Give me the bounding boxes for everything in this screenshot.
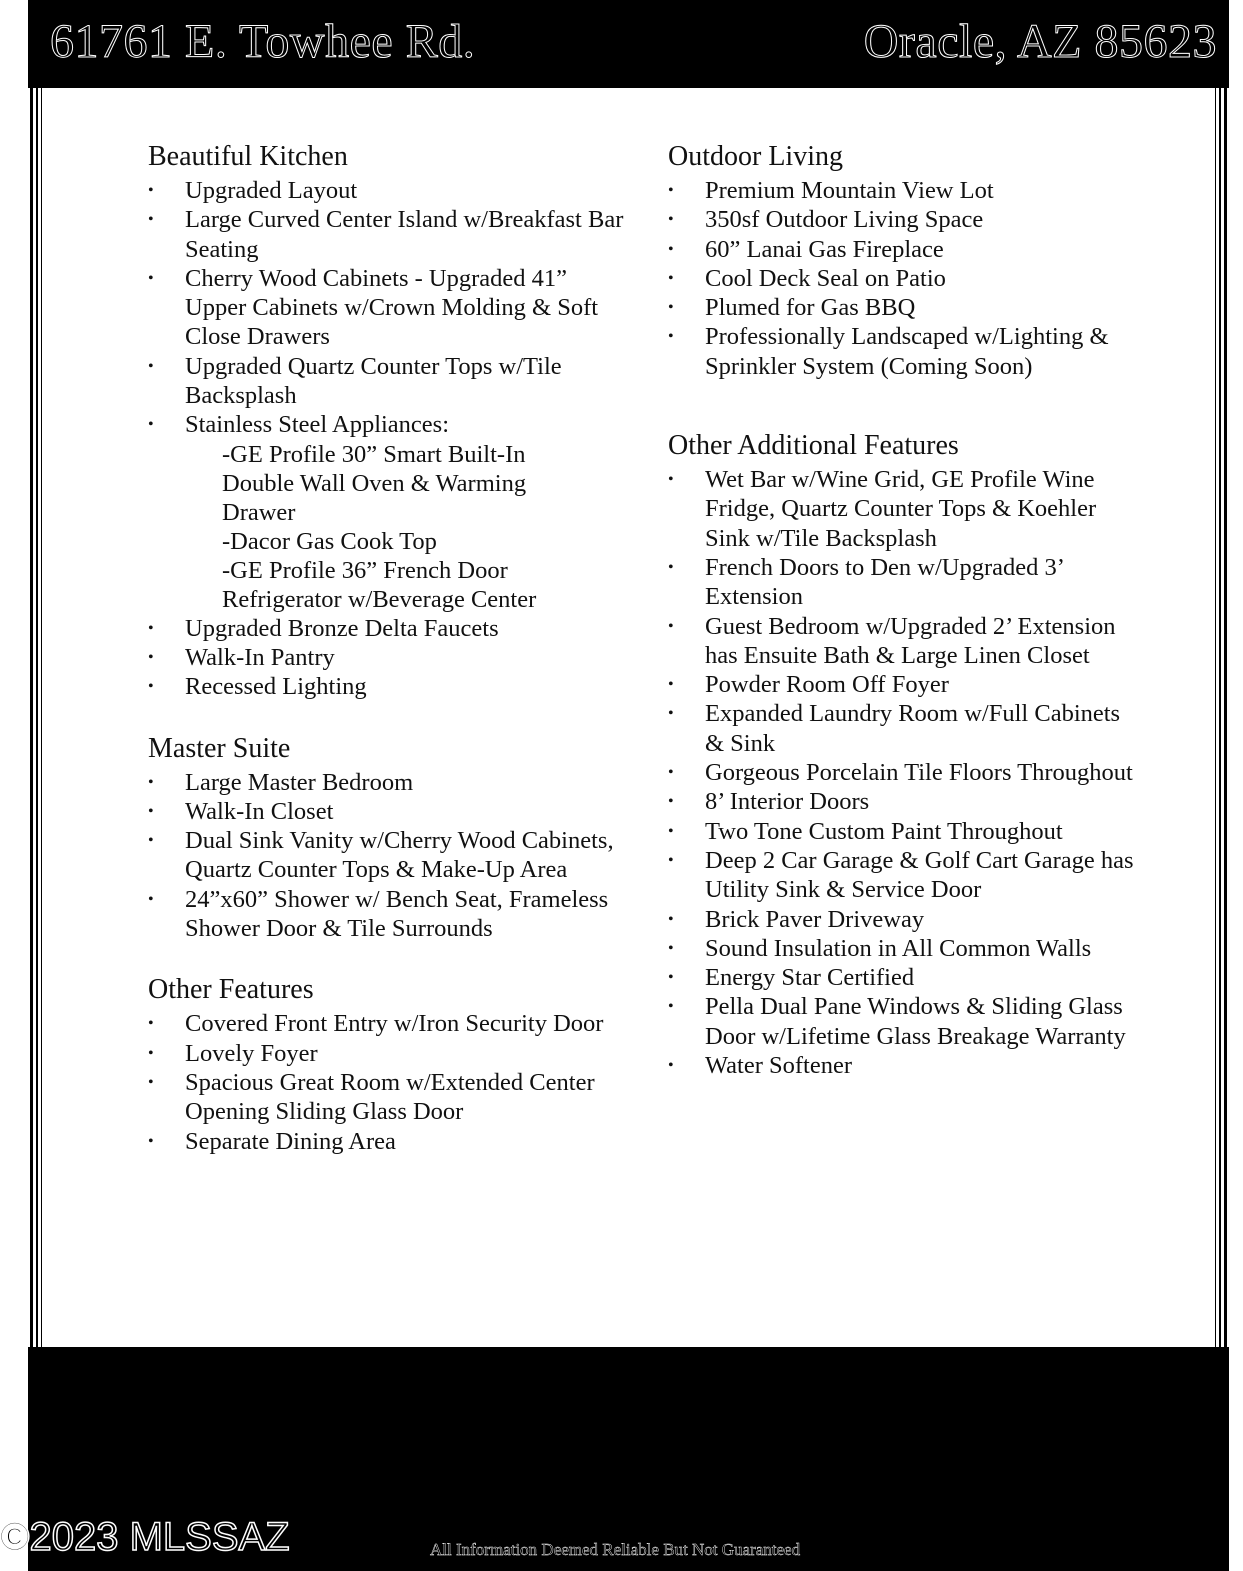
bullet-icon: • (148, 1015, 154, 1033)
kitchen-list-after (148, 614, 628, 702)
frame-left-inner (36, 88, 38, 1347)
appliance-line: -Dacor Gas Cook Top (222, 527, 437, 555)
list-item: • Plumed for Gas BBQ (668, 294, 916, 322)
list-item: • Water Softener (668, 1052, 852, 1080)
list-item: • Upgraded Bronze Delta Faucets (148, 614, 499, 642)
spacer (668, 381, 1138, 429)
additional-title: Other Additional Features (668, 430, 959, 462)
disclaimer-text: All Information Deemed Reliable But Not Guaranteed (430, 1540, 801, 1559)
list-item: • Stainless Steel Appliances: (148, 411, 450, 439)
bullet-icon: • (148, 678, 154, 696)
bullet-icon: • (668, 182, 674, 199)
list-item: • Sound Insulation in All Common Walls (668, 934, 1092, 962)
bullet-icon: • (668, 822, 674, 840)
kitchen-list (148, 176, 628, 440)
master-title: Master Suite (148, 732, 291, 764)
bullet-icon: • (668, 676, 674, 694)
outdoor-list (668, 176, 1138, 381)
bullet-icon: • (668, 240, 674, 258)
list-item: • Separate Dining Area (148, 1127, 396, 1155)
bullet-icon: • (668, 998, 674, 1016)
frame-right-outer (1224, 88, 1227, 1347)
frame-left-inner2 (41, 88, 42, 1347)
list-item: • Recessed Lighting (148, 673, 367, 701)
list-item: • Dual Sink Vanity w/Cherry Wood Cabinets, Quartz Counter Tops & Make-Up Area (148, 827, 614, 884)
copyright-watermark: ©2023 MLSSAZ (0, 1515, 290, 1559)
list-item: • Powder Room Off Foyer (668, 671, 949, 699)
list-item: • Upgraded Layout (148, 177, 358, 204)
list-item: • Expanded Laundry Room w/Full Cabinets & Sink (668, 700, 1121, 757)
list-item: • Deep 2 Car Garage & Golf Cart Garage has Utility Sink & Service Door (668, 846, 1134, 904)
bullet-icon: • (668, 211, 674, 229)
list-item: • Premium Mountain View Lot (668, 177, 994, 204)
kitchen-title: Beautiful Kitchen (148, 141, 348, 172)
list-item: • Wet Bar w/Wine Grid, GE Profile Wine Fridge, Quartz Counter Tops & Koehler Sink w/Tile Backsplash (668, 466, 1097, 552)
list-item: • 350sf Outdoor Living Space (668, 206, 984, 234)
bullet-icon: • (668, 558, 674, 576)
list-item: • Professionally Landscaped w/Lighting & Sprinkler System (Coming Soon) (668, 323, 1109, 380)
bullet-icon: • (148, 211, 154, 229)
bullet-icon: • (668, 939, 674, 957)
bullet-icon: • (668, 764, 674, 782)
other-features-title: Other Features (148, 974, 314, 1006)
bullet-icon: • (148, 416, 154, 434)
address-title: 61761 E. Towhee Rd. (50, 15, 476, 68)
bullet-icon: • (148, 1044, 154, 1062)
bullet-icon: • (148, 890, 154, 908)
right-column (668, 140, 1138, 1080)
list-item: • Cool Deck Seal on Patio (668, 264, 946, 292)
appliance-line: Double Wall Oven & Warming (222, 469, 527, 497)
list-item: • 24”x60” Shower w/ Bench Seat, Frameless Shower Door & Tile Surrounds (148, 885, 609, 943)
appliance-line: Drawer (222, 498, 296, 526)
header-banner (28, 0, 1229, 88)
list-item: • Two Tone Custom Paint Throughout (668, 817, 1063, 845)
list-item: • Large Master Bedroom (148, 768, 414, 796)
bullet-icon: • (148, 802, 154, 820)
bullet-icon: • (668, 793, 674, 811)
list-item: • Energy Star Certified (668, 964, 915, 992)
bullet-icon: • (668, 328, 674, 346)
outdoor-title: Outdoor Living (668, 141, 843, 172)
master-list (148, 768, 628, 944)
bullet-icon: • (148, 1132, 154, 1150)
list-item: • Pella Dual Pane Windows & Sliding Glass Door w/Lifetime Glass Breakage Warranty (668, 993, 1126, 1050)
other-features-list (148, 1009, 628, 1155)
bullet-icon: • (148, 269, 154, 287)
list-item: • Walk-In Closet (148, 797, 334, 825)
bullet-icon: • (668, 910, 674, 928)
bullet-icon: • (148, 1073, 154, 1091)
appliance-line: -GE Profile 30” Smart Built-In (222, 440, 526, 468)
bullet-icon: • (668, 617, 674, 635)
list-item: • Cherry Wood Cabinets - Upgraded 41” Upper Cabinets w/Crown Molding & Soft Close Drawers (148, 264, 599, 351)
bullet-icon: • (668, 471, 674, 489)
frame-right-inner (1219, 88, 1221, 1347)
list-item: • 60” Lanai Gas Fireplace (668, 235, 944, 263)
list-item: • Gorgeous Porcelain Tile Floors Throughout (668, 759, 1133, 787)
frame-left-outer (30, 88, 33, 1347)
list-item: • Walk-In Pantry (148, 643, 335, 671)
list-item: • Lovely Foyer (148, 1039, 318, 1067)
spacer (148, 943, 628, 973)
list-item: • Guest Bedroom w/Upgraded 2’ Extension has Ensuite Bath & Large Linen Closet (668, 612, 1116, 669)
bullet-icon: • (668, 851, 674, 869)
bullet-icon: • (148, 182, 154, 199)
bullet-icon: • (668, 299, 674, 317)
bullet-icon: • (148, 773, 154, 791)
city-title: Oracle, AZ 85623 (863, 15, 1217, 68)
additional-list (668, 465, 1138, 1080)
bullet-icon: • (148, 357, 154, 375)
list-item: • Large Curved Center Island w/Breakfast Bar Seating (148, 206, 624, 263)
appliance-line: Refrigerator w/Beverage Center (222, 585, 537, 613)
list-item: • Covered Front Entry w/Iron Security Door (148, 1010, 604, 1038)
bullet-icon: • (148, 648, 154, 666)
list-item: • Brick Paver Driveway (668, 905, 925, 933)
list-item: • French Doors to Den w/Upgraded 3’ Extension (668, 553, 1064, 611)
appliance-line: -GE Profile 36” French Door (222, 556, 508, 584)
bullet-icon: • (148, 619, 154, 637)
left-column (148, 140, 628, 1156)
list-item: • Upgraded Quartz Counter Tops w/Tile Backsplash (148, 352, 562, 410)
bullet-icon: • (668, 969, 674, 987)
spacer (148, 702, 628, 732)
bullet-icon: • (668, 705, 674, 723)
bullet-icon: • (148, 832, 154, 850)
list-item: • Spacious Great Room w/Extended Center Opening Sliding Glass Door (148, 1068, 595, 1126)
bullet-icon: • (668, 1057, 674, 1075)
frame-right-inner2 (1215, 88, 1216, 1347)
bullet-icon: • (668, 269, 674, 287)
list-item: • 8’ Interior Doors (668, 788, 870, 816)
